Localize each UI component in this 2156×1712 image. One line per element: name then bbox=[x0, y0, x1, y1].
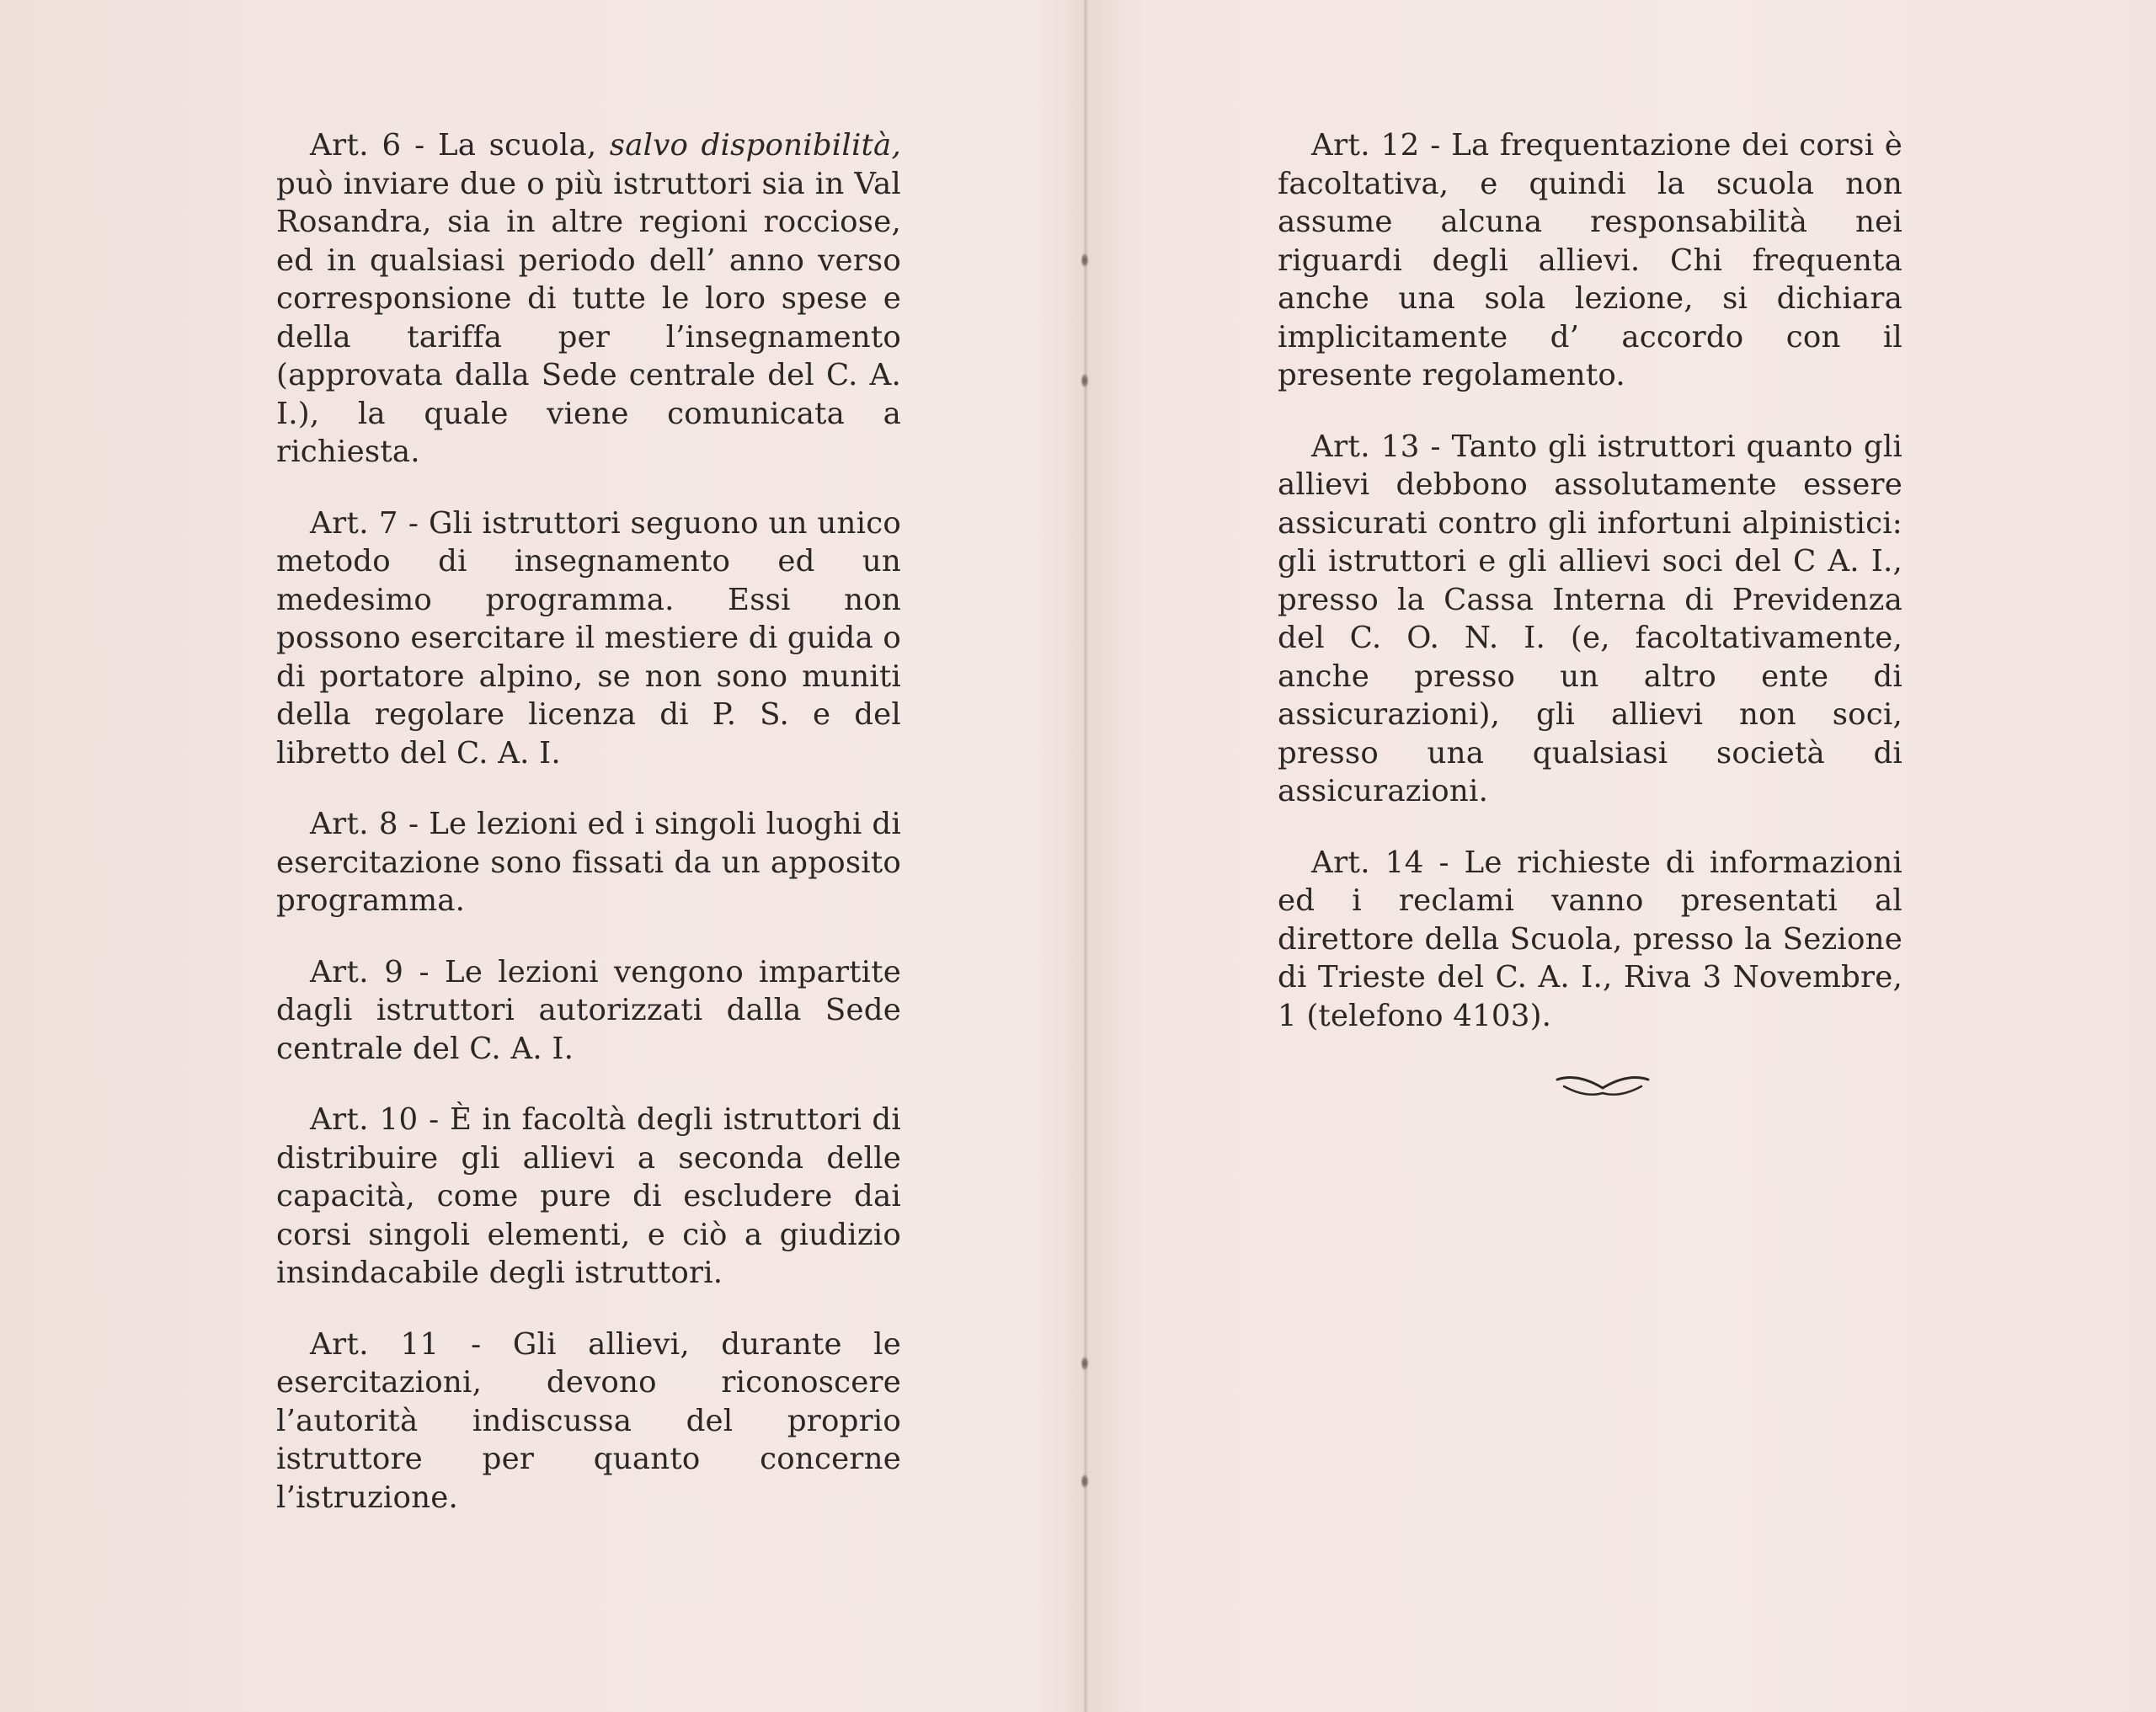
article-text: Gli allievi, durante le esercitazioni, devono riconoscere l’autorità indiscussa del proprio istruttore per quanto concerne l’istruzione. bbox=[276, 1326, 901, 1515]
article-label: Art. 11 - bbox=[310, 1326, 482, 1362]
tail-ornament-icon bbox=[1552, 1069, 1653, 1103]
article-text: È in facoltà degli istruttori di distribuire gli allievi a seconda delle capacità, come pure di escludere dai corsi singoli elementi, e ciò a giudizio insindacabile degli istruttori. bbox=[276, 1102, 901, 1290]
article-label: Art. 7 - bbox=[310, 505, 419, 541]
article-label: Art. 12 - bbox=[1311, 128, 1441, 163]
article-text: Le lezioni ed i singoli luoghi di esercitazione sono fissati da un apposito programma. bbox=[276, 807, 901, 918]
article-label: Art. 8 - bbox=[310, 807, 419, 841]
article-text: La scuola, bbox=[437, 128, 597, 163]
article-text: può inviare due o più istruttori sia in Val Rosandra, sia in altre regioni rocciose, ed in qualsiasi periodo dell’ anno verso corresponsione di tutte le loro spese e della tariffa per l’insegnamento (approvata dalla Sede centrale del C. A. I.), la quale viene comunicata a richiesta. bbox=[276, 166, 901, 469]
article-11 bbox=[276, 1325, 901, 1517]
article-text: Tanto gli istruttori quanto gli allievi debbono assolutamente essere assicurati contro gli infortuni alpinistici: gli istruttori e gli allievi soci del C A. I., presso la Cassa Interna di Previdenza del C. O. N. I. (e, facoltativamente, anche presso un altro ente di assicurazioni), gli allievi non soci, presso una qualsiasi società di assicurazioni. bbox=[1278, 429, 1903, 808]
article-text: Le richieste di informazioni ed i reclami vanno presentati al direttore della Scuola, presso la Sezione di Trieste del C. A. I., Riva 3 Novembre, 1 (telefono 4103). bbox=[1278, 845, 1903, 1033]
article-text: Gli istruttori seguono un unico metodo di insegnamento ed un medesimo programma. Essi non possono esercitare il mestiere di guida o di portatore alpino, se non sono muniti della regolare licenza di P. S. e del libretto del C. A. I. bbox=[276, 505, 901, 771]
article-label: Art. 10 - bbox=[310, 1102, 440, 1137]
article-label: Art. 9 - bbox=[310, 954, 430, 989]
article-12 bbox=[1278, 126, 1903, 395]
article-8 bbox=[276, 805, 901, 920]
article-13 bbox=[1278, 428, 1903, 811]
right-page-text bbox=[1278, 126, 1903, 1068]
article-label: Art. 14 - bbox=[1311, 845, 1449, 880]
article-emphasis: salvo disponibilità, bbox=[609, 128, 901, 163]
article-14 bbox=[1278, 844, 1903, 1036]
article-text: La frequentazione dei corsi è facoltativa, e quindi la scuola non assume alcuna responsabilità nei riguardi degli allievi. Chi frequenta anche una sola lezione, si dichiara implicitamente d’ accordo con il presente regolamento. bbox=[1278, 128, 1903, 392]
article-label: Art. 13 - bbox=[1311, 429, 1441, 464]
article-7 bbox=[276, 504, 901, 773]
article-6 bbox=[276, 126, 901, 472]
right-page bbox=[1089, 0, 2156, 1712]
article-10 bbox=[276, 1101, 901, 1293]
article-label: Art. 6 - bbox=[310, 128, 425, 163]
left-page-text bbox=[276, 126, 901, 1549]
article-9 bbox=[276, 953, 901, 1069]
article-text: Le lezioni vengono impartite dagli istruttori autorizzati dalla Sede centrale del C. A. I. bbox=[276, 954, 901, 1066]
